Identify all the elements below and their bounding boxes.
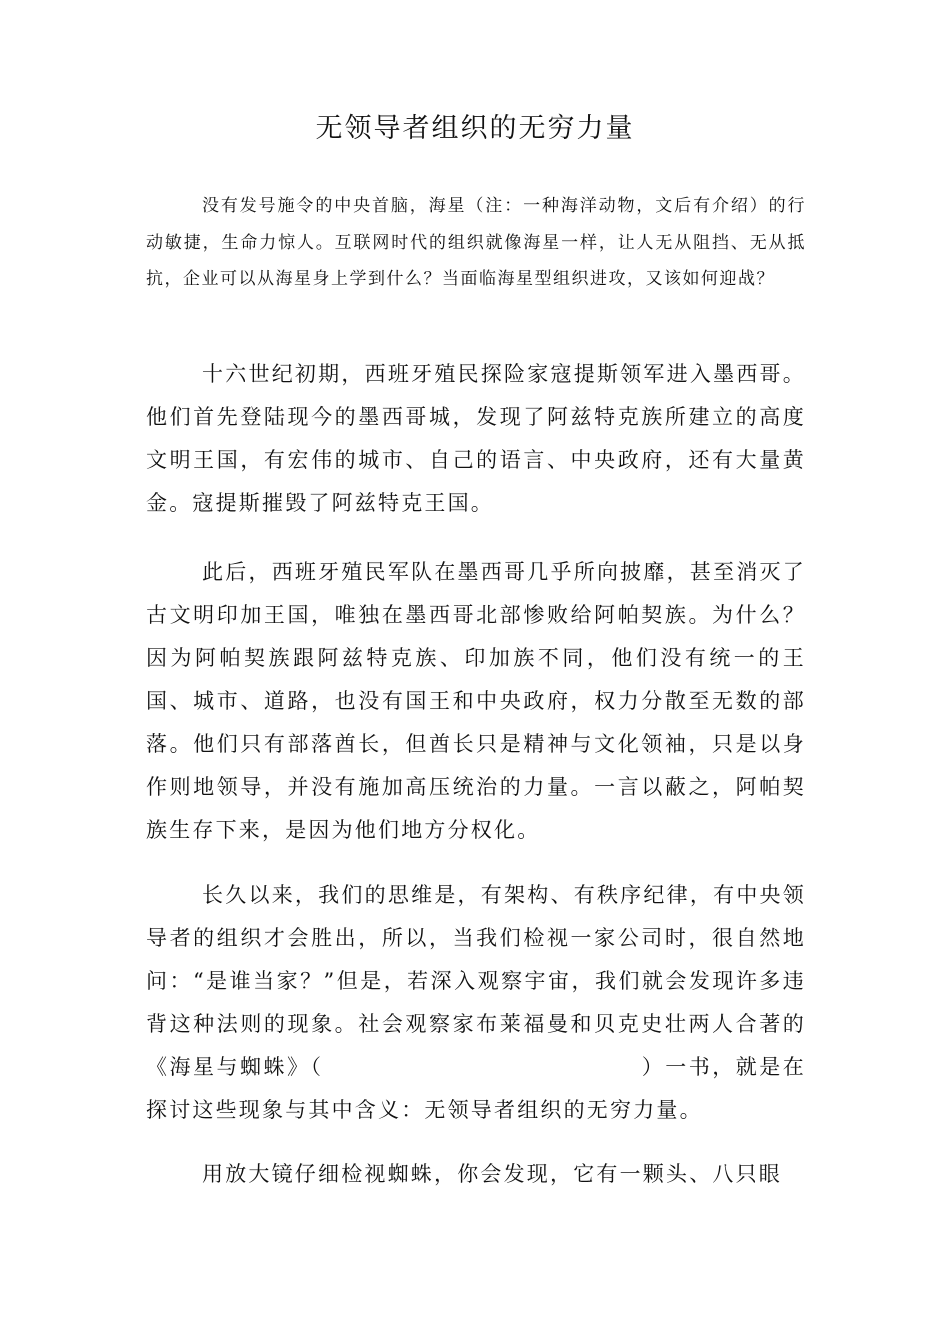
document-title: 无领导者组织的无穷力量 <box>315 113 635 144</box>
paragraph-2: 此后，西班牙殖民军队在墨西哥几乎所向披靡，甚至消灭了古文明印加王国，唯独在墨西哥北部惨败给阿帕契族。为什么？因为阿帕契族跟阿兹特克族、印加族不同，他们没有统一的王国、城市、道路，也没有国王和中央政府，权力分散至无数的部落。他们只有部落酋长，但酋长只是精神与文化领袖，只是以身作则地领导，并没有施加高压统治的力量。一言以蔽之，阿帕契族生存下来，是因为他们地方分权化。 <box>146 560 806 842</box>
paragraph-3 <box>146 874 806 1132</box>
paragraph-1: 十六世纪初期，西班牙殖民探险家寇提斯领军进入墨西哥。他们首先登陆现今的墨西哥城，发现了阿兹特克族所建立的高度文明王国，有宏伟的城市、自己的语言、中央政府，还有大量黄金。寇提斯摧毁了阿兹特克王国。 <box>146 362 806 515</box>
paragraph-3-text-after: ）一书，就是在探讨这些现象与其中含义：无领导者组织的无穷力量。 <box>146 1055 806 1122</box>
intro-paragraph: 没有发号施令的中央首脑，海星（注：一种海洋动物，文后有介绍）的行动敏捷，生命力惊人。互联网时代的组织就像海星一样，让人无从阻挡、无从抵抗，企业可以从海星身上学到什么？当面临海星型组织进攻，又该如何迎战？ <box>146 196 806 289</box>
paragraph-4: 用放大镜仔细检视蜘蛛，你会发现，它有一颗头、八只眼 <box>202 1162 782 1186</box>
paragraph-3-text-before: 长久以来，我们的思维是，有架构、有秩序纪律，有中央领导者的组织才会胜出，所以，当我们检视一家公司时，很自然地问：“是谁当家？”但是，若深入观察宇宙，我们就会发现许多违背这种法则的现象。社会观察家布莱福曼和贝克史壮两人合著的《海星与蜘蛛》（ <box>146 883 806 1079</box>
